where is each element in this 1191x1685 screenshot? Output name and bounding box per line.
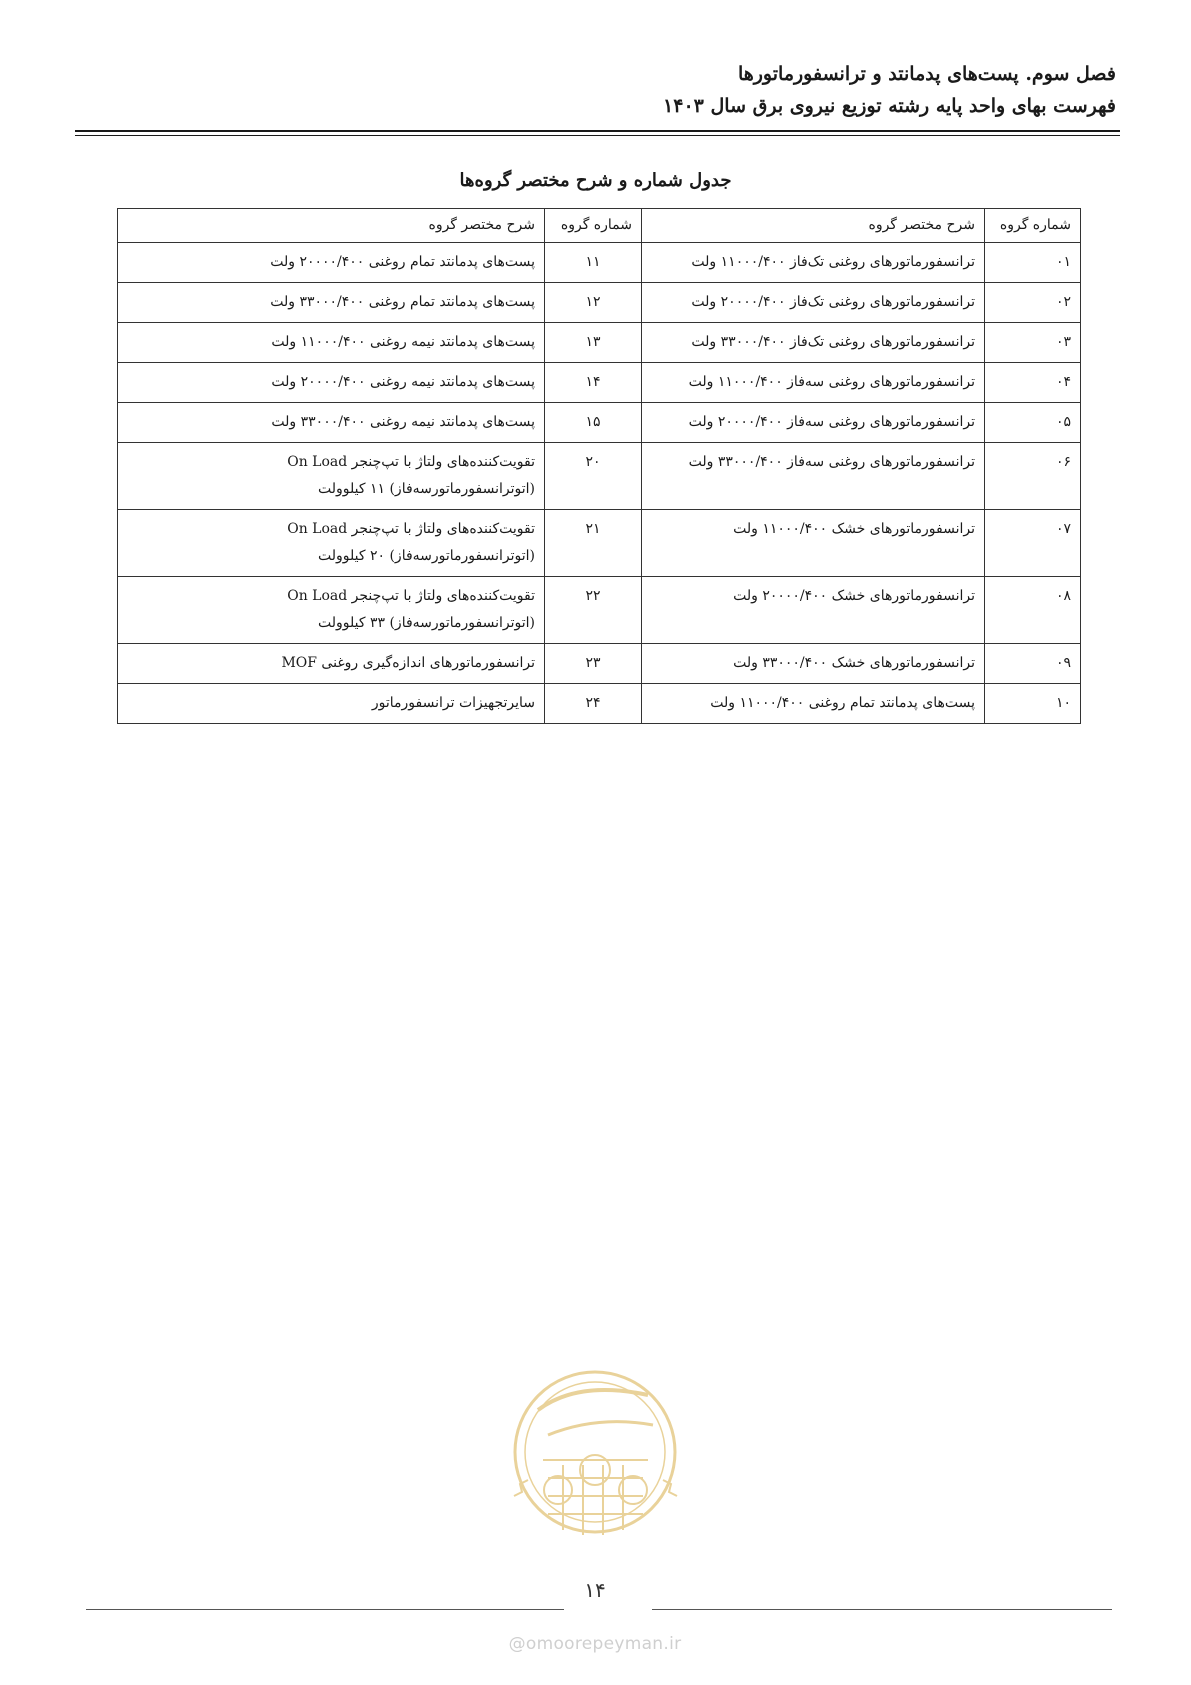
description-line: پست‌های پدمانتد نیمه روغنی ۳۳۰۰۰/۴۰۰ ولت bbox=[271, 414, 535, 430]
group-number-left: ۲۴ bbox=[545, 684, 642, 724]
table-row bbox=[118, 283, 1081, 323]
table-row bbox=[118, 510, 1081, 577]
description-line: ترانسفورماتورهای روغنی سه‌فاز ۲۰۰۰۰/۴۰۰ ولت bbox=[688, 414, 975, 430]
header-group-number-left: شماره گروه bbox=[545, 209, 642, 243]
group-number-right: ۰۶ bbox=[985, 443, 1081, 510]
table-row bbox=[118, 684, 1081, 724]
group-description-left bbox=[118, 243, 545, 283]
group-number-right: ۰۷ bbox=[985, 510, 1081, 577]
description-line: سایرتجهیزات ترانسفورماتور bbox=[371, 695, 535, 711]
header-group-description-right: شرح مختصر گروه bbox=[642, 209, 985, 243]
header-group-number-right: شماره گروه bbox=[985, 209, 1081, 243]
group-description-left bbox=[118, 510, 545, 577]
description-line: تقویت‌کننده‌های ولتاژ با تپ‌چنجر On Load bbox=[287, 588, 535, 604]
description-line: ترانسفورماتورهای خشک ۳۳۰۰۰/۴۰۰ ولت bbox=[733, 655, 975, 671]
description-line: ترانسفورماتورهای خشک ۱۱۰۰۰/۴۰۰ ولت bbox=[733, 521, 975, 537]
description-line: تقویت‌کننده‌های ولتاژ با تپ‌چنجر On Load bbox=[287, 521, 535, 537]
footer-rule-left bbox=[86, 1609, 564, 1610]
group-description-left bbox=[118, 577, 545, 644]
group-number-right: ۰۸ bbox=[985, 577, 1081, 644]
group-description-right bbox=[642, 510, 985, 577]
description-line: تقویت‌کننده‌های ولتاژ با تپ‌چنجر On Load bbox=[287, 454, 535, 470]
description-line: پست‌های پدمانتد تمام روغنی ۱۱۰۰۰/۴۰۰ ولت bbox=[710, 695, 975, 711]
group-number-left: ۱۴ bbox=[545, 363, 642, 403]
group-description-left bbox=[118, 644, 545, 684]
group-number-left: ۱۵ bbox=[545, 403, 642, 443]
description-line: (اتوترانسفورماتورسه‌فاز) ۲۰ کیلوولت bbox=[317, 548, 535, 564]
table-row bbox=[118, 443, 1081, 510]
description-line: پست‌های پدمانتد تمام روغنی ۳۳۰۰۰/۴۰۰ ولت bbox=[270, 294, 535, 310]
watermark-url: @omoorepeyman.ir bbox=[508, 1634, 682, 1654]
table-row bbox=[118, 363, 1081, 403]
footer-rule-right bbox=[652, 1609, 1112, 1610]
page-number: ۱۴ bbox=[584, 1578, 606, 1602]
description-line: ترانسفورماتورهای روغنی تک‌فاز ۳۳۰۰۰/۴۰۰ ولت bbox=[691, 334, 975, 350]
group-number-left: ۲۱ bbox=[545, 510, 642, 577]
table-row bbox=[118, 243, 1081, 283]
groups-table bbox=[117, 208, 1081, 724]
description-line: (اتوترانسفورماتورسه‌فاز) ۳۳ کیلوولت bbox=[317, 615, 535, 631]
group-description-right bbox=[642, 644, 985, 684]
table-row bbox=[118, 323, 1081, 363]
group-description-left bbox=[118, 323, 545, 363]
description-line: ترانسفورماتورهای روغنی سه‌فاز ۳۳۰۰۰/۴۰۰ ولت bbox=[688, 454, 975, 470]
document-title: فهرست بهای واحد پایه رشته توزیع نیروی برق سال ۱۴۰۳ bbox=[663, 95, 1116, 117]
group-description-right bbox=[642, 443, 985, 510]
group-description-left bbox=[118, 443, 545, 510]
group-description-right bbox=[642, 243, 985, 283]
group-number-left: ۲۰ bbox=[545, 443, 642, 510]
table-row bbox=[118, 644, 1081, 684]
table-header-row bbox=[118, 209, 1081, 243]
group-number-right: ۰۹ bbox=[985, 644, 1081, 684]
description-line: ترانسفورماتورهای روغنی تک‌فاز ۱۱۰۰۰/۴۰۰ ولت bbox=[691, 254, 975, 270]
group-description-left bbox=[118, 283, 545, 323]
group-description-right bbox=[642, 403, 985, 443]
group-description-left bbox=[118, 363, 545, 403]
group-number-right: ۰۵ bbox=[985, 403, 1081, 443]
description-line: ترانسفورماتورهای روغنی سه‌فاز ۱۱۰۰۰/۴۰۰ ولت bbox=[688, 374, 975, 390]
group-description-right bbox=[642, 363, 985, 403]
group-number-right: ۰۳ bbox=[985, 323, 1081, 363]
description-line: ترانسفورماتورهای اندازه‌گیری روغنی MOF bbox=[281, 655, 535, 671]
chapter-title: فصل سوم. پست‌های پدمانتد و ترانسفورماتورها bbox=[737, 63, 1116, 85]
group-number-left: ۱۱ bbox=[545, 243, 642, 283]
description-line: (اتوترانسفورماتورسه‌فاز) ۱۱ کیلوولت bbox=[317, 481, 535, 497]
group-number-left: ۲۳ bbox=[545, 644, 642, 684]
group-number-right: ۰۴ bbox=[985, 363, 1081, 403]
group-number-left: ۱۲ bbox=[545, 283, 642, 323]
description-line: ترانسفورماتورهای خشک ۲۰۰۰۰/۴۰۰ ولت bbox=[733, 588, 975, 604]
table-title: جدول شماره و شرح مختصر گروه‌ها bbox=[459, 170, 732, 191]
group-number-right: ۰۲ bbox=[985, 283, 1081, 323]
group-description-right bbox=[642, 323, 985, 363]
description-line: پست‌های پدمانتد تمام روغنی ۲۰۰۰۰/۴۰۰ ولت bbox=[270, 254, 535, 270]
group-description-right bbox=[642, 684, 985, 724]
table-row bbox=[118, 577, 1081, 644]
omoore-peyman-seal-logo-icon bbox=[508, 1340, 683, 1565]
table-row bbox=[118, 403, 1081, 443]
group-description-left bbox=[118, 684, 545, 724]
group-description-left bbox=[118, 403, 545, 443]
description-line: ترانسفورماتورهای روغنی تک‌فاز ۲۰۰۰۰/۴۰۰ ولت bbox=[691, 294, 975, 310]
group-description-right bbox=[642, 577, 985, 644]
page-header bbox=[71, 58, 1116, 122]
description-line: پست‌های پدمانتد نیمه روغنی ۲۰۰۰۰/۴۰۰ ولت bbox=[271, 374, 535, 390]
description-line: پست‌های پدمانتد نیمه روغنی ۱۱۰۰۰/۴۰۰ ولت bbox=[271, 334, 535, 350]
group-number-right: ۰۱ bbox=[985, 243, 1081, 283]
header-rule-thin bbox=[75, 135, 1120, 136]
group-number-left: ۱۳ bbox=[545, 323, 642, 363]
group-number-right: ۱۰ bbox=[985, 684, 1081, 724]
header-rule-thick bbox=[75, 130, 1120, 132]
group-number-left: ۲۲ bbox=[545, 577, 642, 644]
group-description-right bbox=[642, 283, 985, 323]
header-group-description-left: شرح مختصر گروه bbox=[118, 209, 545, 243]
table-body bbox=[118, 243, 1081, 724]
